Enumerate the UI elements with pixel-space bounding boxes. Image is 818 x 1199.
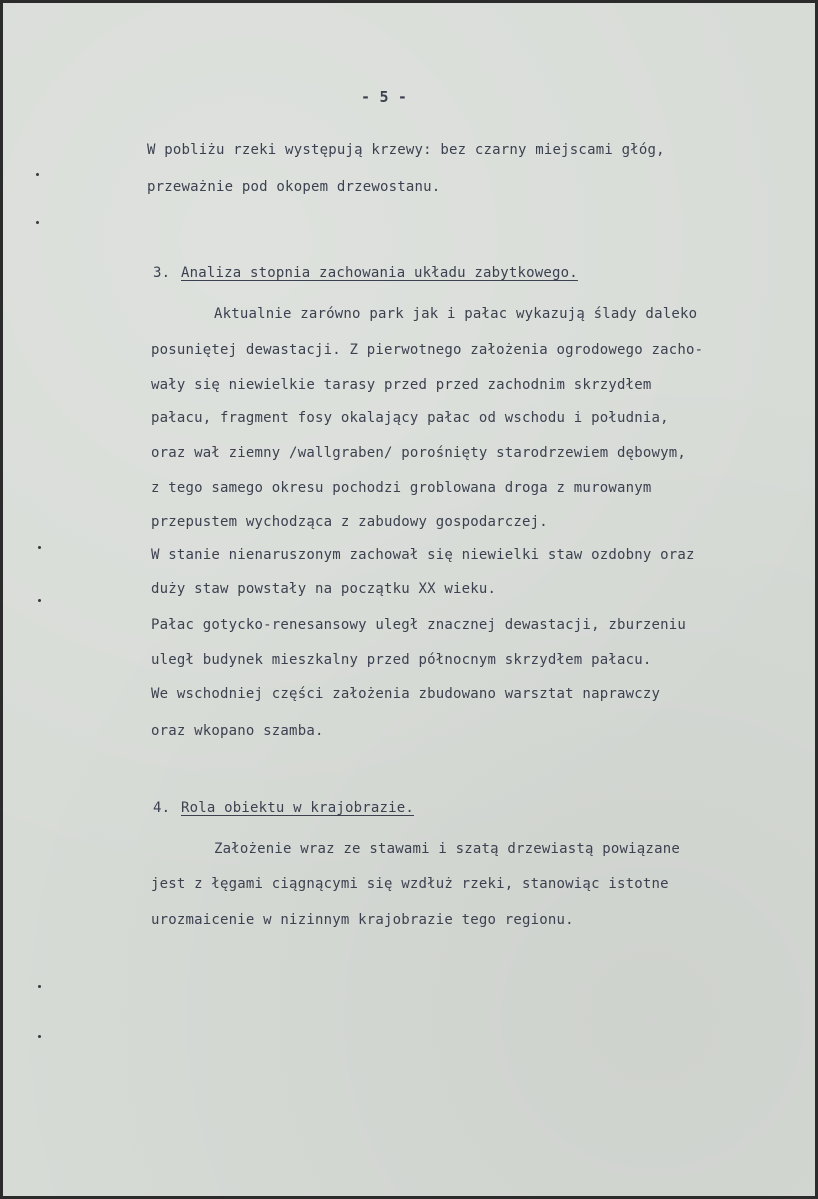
section-4-line-3: urozmaicenie w nizinnym krajobrazie tego regionu. — [151, 912, 574, 928]
section-3-line-4: pałacu, fragment fosy okalający pałac od wschodu i południa, — [151, 410, 669, 426]
page-number: - 5 - — [361, 88, 408, 106]
margin-dot — [38, 985, 41, 988]
section-3-line-7: przepustem wychodząca z zabudowy gospodarczej. — [151, 514, 548, 530]
section-4-title: Rola obiektu w krajobrazie. — [181, 800, 414, 816]
margin-dot — [36, 173, 39, 176]
margin-dot — [38, 546, 41, 549]
intro-line-1: W pobliżu rzeki występują krzewy: bez czarny miejscami głóg, — [147, 142, 665, 158]
section-3-line-11: uległ budynek mieszkalny przed północnym skrzydłem pałacu. — [151, 652, 652, 668]
section-3-line-2: posuniętej dewastacji. Z pierwotnego założenia ogrodowego zacho- — [151, 342, 704, 358]
section-3-line-1: Aktualnie zarówno park jak i pałac wykazują ślady daleko — [214, 306, 698, 322]
section-4-line-1: Założenie wraz ze stawami i szatą drzewiastą powiązane — [214, 841, 680, 857]
section-4-number: 4. — [153, 800, 171, 816]
section-3-line-9: duży staw powstały na początku XX wieku. — [151, 581, 497, 597]
intro-line-2: przeważnie pod okopem drzewostanu. — [147, 179, 441, 195]
section-3-line-8: W stanie nienaruszonym zachował się niewielki staw ozdobny oraz — [151, 547, 695, 563]
section-3-number: 3. — [153, 265, 171, 281]
section-3-line-13: oraz wkopano szamba. — [151, 723, 324, 739]
section-3-line-5: oraz wał ziemny /wallgraben/ porośnięty starodrzewiem dębowym, — [151, 445, 686, 461]
section-3-line-10: Pałac gotycko-renesansowy uległ znacznej dewastacji, zburzeniu — [151, 617, 686, 633]
section-3-line-6: z tego samego okresu pochodzi groblowana droga z murowanym — [151, 480, 652, 496]
section-3-line-3: wały się niewielkie tarasy przed przed zachodnim skrzydłem — [151, 377, 652, 393]
margin-dot — [36, 221, 39, 224]
section-3-line-12: We wschodniej części założenia zbudowano warsztat naprawczy — [151, 686, 661, 702]
document-page — [3, 3, 815, 1196]
section-3-title: Analiza stopnia zachowania układu zabytkowego. — [181, 265, 578, 281]
section-4-line-2: jest z łęgami ciągnącymi się wzdłuż rzeki, stanowiąc istotne — [151, 876, 669, 892]
margin-dot — [38, 599, 41, 602]
margin-dot — [38, 1035, 41, 1038]
